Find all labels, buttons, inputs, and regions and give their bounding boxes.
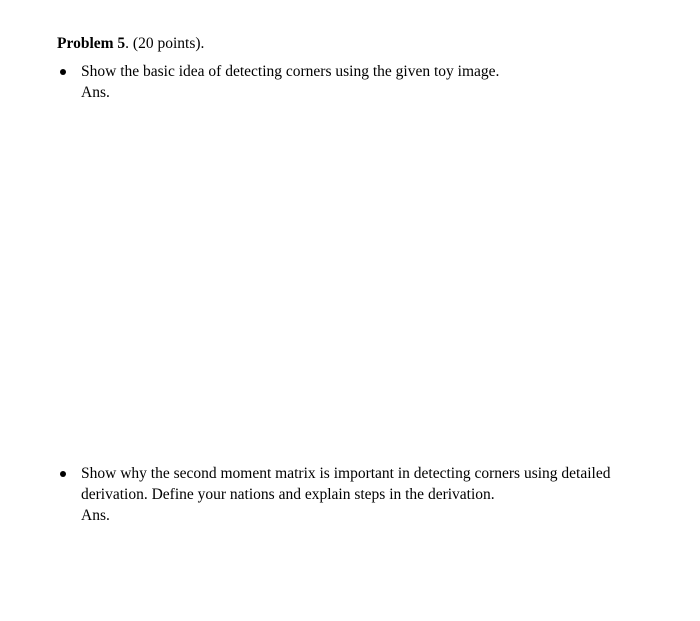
answer-label: Ans.	[81, 507, 110, 524]
problem-points: . (20 points).	[125, 35, 205, 52]
question-line: derivation. Define your nations and explain steps in the derivation.	[81, 486, 495, 503]
question-text-2	[81, 463, 651, 526]
question-text-1	[81, 61, 651, 103]
answer-label: Ans.	[81, 84, 110, 101]
problem-heading	[57, 34, 204, 54]
bullet-icon	[60, 471, 66, 477]
question-line: Show the basic idea of detecting corners using the given toy image.	[81, 63, 500, 80]
bullet-icon	[60, 69, 66, 75]
question-line: Show why the second moment matrix is important in detecting corners using detailed	[81, 465, 611, 482]
problem-label: Problem 5	[57, 35, 126, 52]
